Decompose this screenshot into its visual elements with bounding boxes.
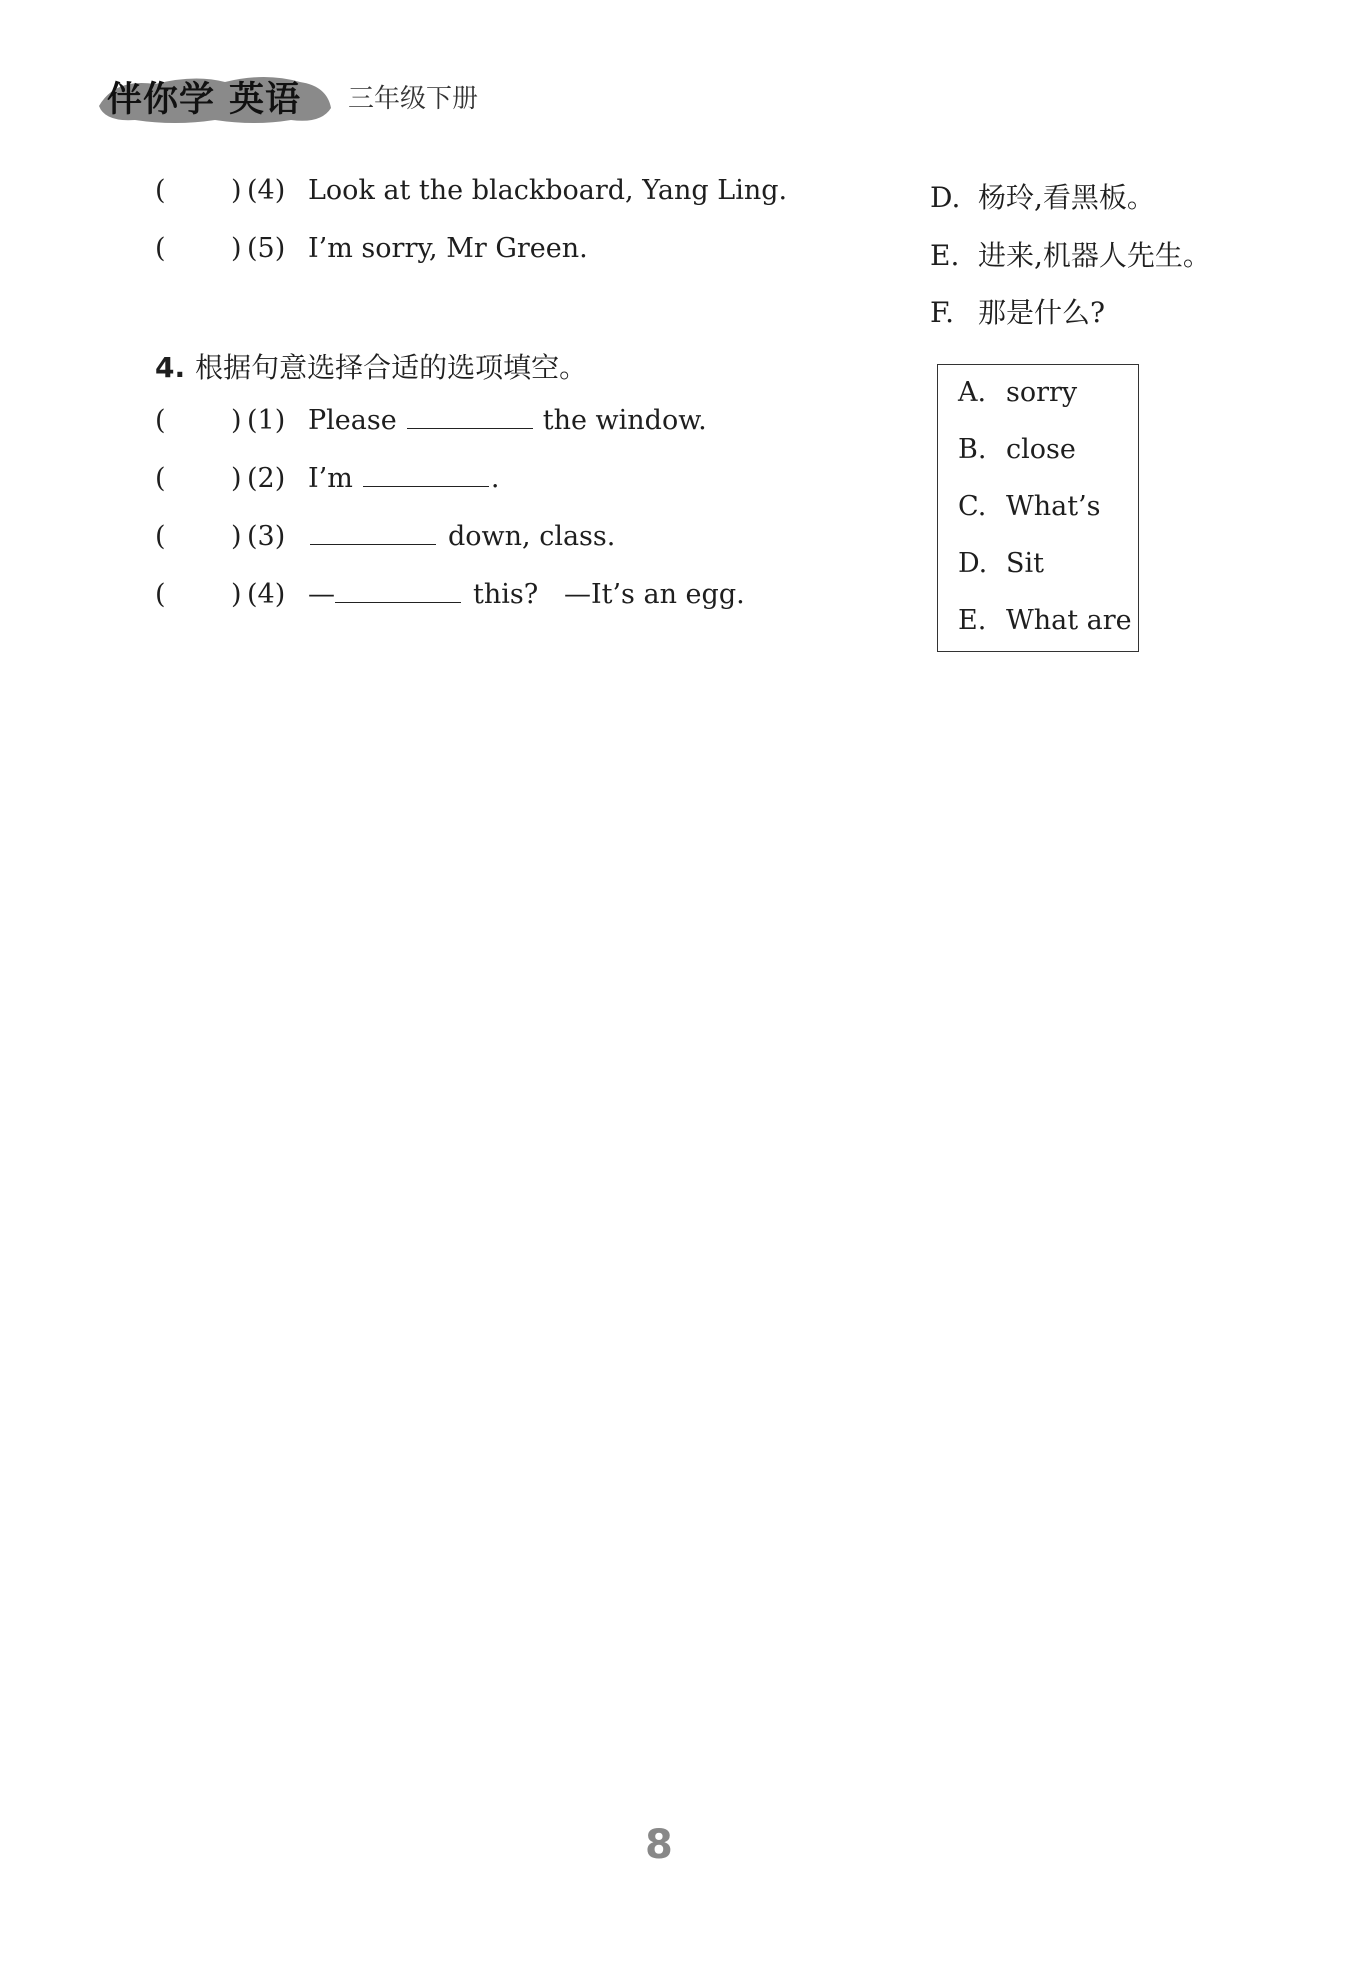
translation-option-d: D. 杨玲,看黑板。 [930, 181, 1155, 214]
question-number: (3) [247, 521, 286, 552]
fill-blank[interactable] [310, 522, 436, 545]
choice-e: E. What are [958, 605, 1132, 636]
choice-c: C. What’s [958, 491, 1101, 522]
choice-d: D. Sit [958, 548, 1044, 579]
question-number: (2) [247, 463, 286, 494]
brand-logo [95, 68, 335, 128]
question-text: Look at the blackboard, Yang Ling. [308, 175, 788, 206]
sentence-before: Please [308, 405, 397, 436]
grade-label: 三年级下册 [348, 84, 479, 114]
question-number: (4) [247, 175, 286, 206]
fill-blank[interactable] [363, 464, 489, 487]
answer-paren-left[interactable]: ( [155, 405, 166, 436]
choice-box [937, 364, 1139, 652]
answer-paren-left[interactable]: ( [155, 175, 166, 206]
sentence-before: — [308, 579, 335, 610]
question-number: (4) [247, 579, 286, 610]
answer-paren-right: ) [231, 233, 242, 264]
translation-option-f: F. 那是什么? [930, 296, 1106, 329]
answer-paren-left[interactable]: ( [155, 579, 166, 610]
fill-blank[interactable] [335, 580, 461, 603]
choice-a: A. sorry [958, 377, 1078, 408]
brand-title-part1: 伴你学 [107, 80, 216, 120]
answer-paren-right: ) [231, 521, 242, 552]
answer-paren-right: ) [231, 463, 242, 494]
sentence-before: I’m [308, 463, 353, 494]
answer-paren-right: ) [231, 175, 242, 206]
sentence-after: down, class. [448, 521, 616, 552]
section-4-title [155, 346, 587, 386]
section-instruction: 根据句意选择合适的选项填空。 [195, 351, 588, 384]
answer-paren-left[interactable]: ( [155, 521, 166, 552]
sentence-after: the window. [542, 405, 707, 436]
question-text: I’m sorry, Mr Green. [308, 233, 588, 264]
brand-title-part2: 英语 [229, 80, 302, 120]
fill-blank[interactable] [407, 406, 533, 429]
question-number: (1) [247, 405, 286, 436]
section-number: 4. [155, 351, 186, 384]
answer-paren-right: ) [231, 405, 242, 436]
question-number: (5) [247, 233, 286, 264]
translation-option-e: E. 进来,机器人先生。 [930, 239, 1211, 272]
answer-paren-left[interactable]: ( [155, 233, 166, 264]
choice-b: B. close [958, 434, 1076, 465]
page-number: 8 [645, 1822, 673, 1868]
answer-paren-left[interactable]: ( [155, 463, 166, 494]
sentence-after: this? —It’s an egg. [473, 579, 745, 610]
sentence-after: . [490, 463, 500, 494]
answer-paren-right: ) [231, 579, 242, 610]
